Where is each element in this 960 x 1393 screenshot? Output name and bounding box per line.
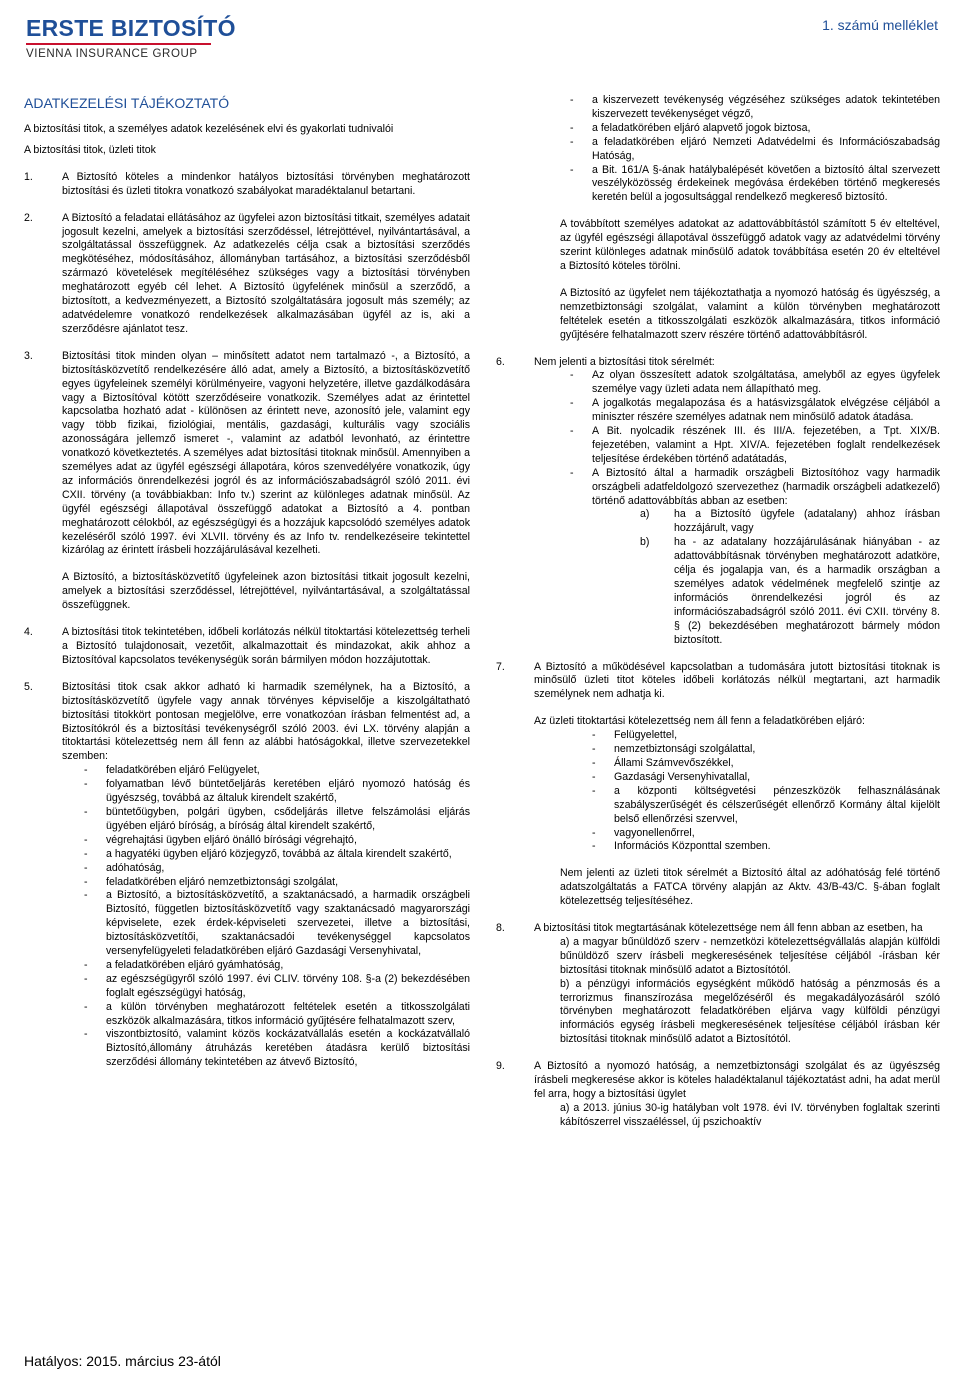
erste-logo <box>26 15 236 60</box>
page-title: ADATKEZELÉSI TÁJÉKOZTATÓ <box>24 95 230 111</box>
clause-5-list-continued <box>496 94 940 205</box>
list-item: - a Bit. 161/A §-ának hatálybalépését követően a biztosító által szervezett veszélyközösség érdekeinek megóvása érdekében történő megkeresés keretén belül a jogosultsággal rendelkező megkereső biztosító. <box>570 163 940 204</box>
list-item: - a feladatkörében eljáró alapvető jogok biztosa, <box>570 121 811 134</box>
clause-8-a: a) a magyar bűnüldöző szerv - nemzetközi kötelezettségvállalás alapján külföldi bűnüldöző szerv írásbeli megkeresésének teljesítése céljából -írásban kér biztosítási titoknak minősülő adatot a Biztosítótól. <box>560 935 940 976</box>
right-column <box>496 94 940 1130</box>
clause-3-extra: A Biztosító, a biztosításközvetítő ügyfeleinek azon biztosítási titkait jogosult kezelni, amelyek a biztosítási szerződéssel, létrejöttével, nyilvántartásával, a szolgáltatással összefüggnek. <box>62 571 470 612</box>
clause-9-text: A Biztosító a nyomozó hatóság, a nemzetbiztonsági szolgálat és az ügyészség írásbeli megkeresése akkor is köteles haladéktalanul tájékoztatást adni, ha adat merül fel arra, hogy a biztosítási ügylet <box>534 1060 940 1100</box>
list-item: - folyamatban lévő büntetőeljárás keretében eljáró nyomozó hatóság és ügyészség, továbbá az általuk kirendelt szakértő, <box>84 778 470 805</box>
list-item: - Információs Központtal szemben. <box>592 840 771 853</box>
clause-6-text: Nem jelenti a biztosítási titok sérelmét: <box>534 355 715 368</box>
list-item: - Gazdasági Versenyhivatallal, <box>592 770 751 783</box>
list-item: - a kiszervezett tevékenység végzéséhez szükséges adatok tekintetében kiszervezett tevékenységet végző, <box>570 94 940 120</box>
clause-7-head: Az üzleti titoktartási kötelezettség nem áll fenn a feladatkörében eljáró: <box>534 715 865 728</box>
clause-4-text: A biztosítási titok tekintetében, időbeli korlátozás nélkül titoktartási kötelezettség terheli a Biztosító tulajdonosait, vezetőit, alkalmazottait és mindazokat, akik ahhoz a Biztosítóval kapcsolatos tevékenységük során bármilyen módon hozzájutottak. <box>62 626 470 666</box>
list-item: - a központi költségvetési pénzeszközök felhasználásának szabályszerűségét és célszerűségét ellenőrző Kormány által kijelölt belső ellenőrzési szervvel, <box>592 784 940 825</box>
clause-5: 5. Biztosítási titok csak akkor adható ki harmadik személynek, ha a Biztosító, a biztosításközvetítő ügyfele vagy annak törvényes képviselője a kiszolgáltatható biztosítási titokkört pontosan megjelölve, erre vonatkozóan írásban felmentést ad, a Biztosítókról és a biztosítási tevékenységről szóló 2003. évi LX. törvény alapján a titoktartási kötelezettség nem áll fenn az alábbi hatóságokkal, illetve szervezetekkel szemben: <box>24 680 470 763</box>
clause-1: 1. A Biztosító köteles a mindenkor hatályos biztosítási törvényben meghatározott biztosítási és üzleti titokra vonatkozó szabályokat maradéktalanul betartani. <box>24 170 470 197</box>
left-column <box>24 94 470 1070</box>
list-item: - viszontbiztosító, valamint közös kockázatvállalás esetén a kockázatvállaló Biztosító,állomány átruházás keretében átadásra kerülő biztosítási szerződési állomány tekintetében az átvevő Biztosító, <box>84 1028 470 1069</box>
clause-2-text: A Biztosító a feladatai ellátásához az ügyfelei azon biztosítási titkait, személyes adatait jogosult kezelni, amelyek a biztosítási szerződéssel, létrejöttével, nyilvántartásával, a szolgáltatással összefüggnek. Az adatkezelés célja csak a biztosítási szerződés megkötéséhez, módosításához, állományban tartásához, a biztosítási szerződésből származó követelések megítéléséhez szükséges vagy a biztosítási törvényben meghatározott egyéb cél lehet. A Biztosító ügyfelének minősül a szerződő, a biztosított, a kedvezményezett, a Biztosító szolgáltatására jogosult más személy; az adatvédelemre vonatkozó rendelkezések alkalmazásában ügyfél az is, aki a szerződésre ajánlatot tesz. <box>62 211 470 335</box>
logo-divider <box>26 43 211 45</box>
list-item: a) ha a Biztosító ügyfele (adatalany) ahhoz írásban hozzájárult, vagy <box>640 508 940 535</box>
list-item: - A jogalkotás megalapozása és a hatásvizsgálatok elvégzése céljából a miniszter részére személyes adatnak nem minősülő adatok átadása. <box>570 397 940 424</box>
list-item: b) ha - az adatalany hozzájárulásának hiányában - az adattovábbításnak törvényben meghatározott adatköre, célja és jogalapja van, és a harmadik országban a személyes adatok védelmének megfelelő szintje az információs önrendelkezési jogról és az információszabadságról szóló 2011. évi CXII. törvény 8. § (2) bekezdésében meghatározott bármely módon biztosított. <box>640 536 940 646</box>
effective-date: Hatályos: 2015. március 23-ától <box>24 1353 221 1369</box>
list-item: - a feladatkörében eljáró Nemzeti Adatvédelmi és Információszabadság Hatóság, <box>570 135 940 162</box>
list-item: - A Biztosító által a harmadik országbeli Biztosítóhoz vagy harmadik országbeli adatfeldolgozó szervezethez (harmadik országbeli adatkezelő) történő adattovábbítás abban az esetben: <box>570 466 940 507</box>
list-item: - adóhatóság, <box>84 861 165 874</box>
annex-label: 1. számú melléklet <box>822 17 938 33</box>
deletion-paragraph: A továbbított személyes adatokat az adattovábbítástól számított 5 év elteltével, az ügyfél egészségi állapotával összefüggő adatok vagy az adatvédelmi törvény szerint különleges adatnak minősülő adatok továbbítása esetén 20 év elteltével a Biztosító köteles törölni. <box>560 218 940 272</box>
list-item: - az egészségügyről szóló 1997. évi CLIV. törvény 108. §-a (2) bekezdésében foglalt egészségügyi hatóság, <box>84 972 470 999</box>
list-item: - Az olyan összesített adatok szolgáltatása, amelyből az egyes ügyfelek személye vagy üzleti adata nem állapítható meg. <box>570 369 940 396</box>
clause-8-text: A biztosítási titok megtartásának kötelezettsége nem áll fenn abban az esetben, ha <box>534 922 923 935</box>
clause-9: 9. A Biztosító a nyomozó hatóság, a nemzetbiztonsági szolgálat és az ügyészség írásbeli megkeresése akkor is köteles haladéktalanul tájékoztatást adni, ha adat merül fel arra, hogy a biztosítási ügylet <box>496 1060 940 1100</box>
list-item: - Felügyelettel, <box>592 729 678 742</box>
clause-4: 4. A biztosítási titok tekintetében, időbeli korlátozás nélkül titoktartási kötelezettség terheli a Biztosító tulajdonosait, vezetőit, alkalmazottait és mindazokat, akik ahhoz a Biztosítóval kapcsolatos tevékenységük során bármilyen módon hozzájutottak. <box>24 626 470 666</box>
clause-7: 7. A Biztosító a működésével kapcsolatban a tudomására jutott biztosítási titoknak is minősülő üzleti titot köteles időbeli korlátozás nélkül megtartani, azt harmadik személynek nem adhatja ki. <box>496 660 940 701</box>
list-item: - feladatkörében eljáró Felügyelet, <box>84 764 260 777</box>
clause-2: 2. A Biztosító a feladatai ellátásához az ügyfelei azon biztosítási titkait, személyes adatait jogosult kezelni, amelyek a biztosítási szerződéssel, létrejöttével, nyilvántartásával, a szolgáltatással összefüggnek. Az adatkezelés célja csak a biztosítási szerződés megkötéséhez, módosításához, állományban tartásához, a biztosítási szerződésből származó követelések megítéléséhez szükséges vagy a biztosítási törvényben meghatározott egyéb cél lehet. A Biztosító ügyfelének minősül a szerződő, a biztosított, a kedvezményezett, a Biztosító szolgáltatására jogosult más személy; az adatvédelemre vonatkozó rendelkezések alkalmazásában ügyfél az is, aki a szerződésre ajánlatot tesz. <box>24 211 470 335</box>
clause-1-text: A Biztosító köteles a mindenkor hatályos biztosítási törvényben meghatározott biztosítási és üzleti titokra vonatkozó szabályokat maradéktalanul betartani. <box>62 170 470 197</box>
list-item: - a feladatkörében eljáró gyámhatóság, <box>84 958 284 971</box>
logo-wordmark: ERSTE BIZTOSÍTÓ <box>26 15 236 41</box>
list-item: - Állami Számvevőszékkel, <box>592 756 734 769</box>
doc-subtitle: A biztosítási titok, a személyes adatok kezelésének elvi és gyakorlati tudnivalói <box>24 123 394 135</box>
logo-subline: VIENNA INSURANCE GROUP <box>26 48 198 60</box>
clause-8: 8. A biztosítási titok megtartásának kötelezettsége nem áll fenn abban az esetben, ha <box>496 922 940 936</box>
clause-7-text: A Biztosító a működésével kapcsolatban a tudomására jutott biztosítási titoknak is minősülő üzleti titot köteles időbeli korlátozás nélkül megtartani, azt harmadik személynek nem adhatja ki. <box>534 660 940 701</box>
list-item: - feladatkörében eljáró nemzetbiztonsági szolgálat, <box>84 875 339 888</box>
clause-5-text: Biztosítási titok csak akkor adható ki harmadik személynek, ha a Biztosító, a biztosításközvetítő ügyfele vagy annak törvényes képviselője a kiszolgáltatható biztosítási titokkört pontosan megjelölve, erre vonatkozóan írásban felmentést ad, a Biztosítókról és a biztosítási tevékenységről szóló 2003. évi LX. törvény alapján a titoktartási kötelezettség nem áll fenn az alábbi hatóságokkal, illetve szervezetekkel szemben: <box>62 680 470 763</box>
list-item: - a külön törvényben meghatározott feltételek esetén a titkosszolgálati eszközök alkalmazására, titkos információ gyűjtésére felhatalmazott szerv, <box>84 1000 470 1027</box>
list-item: - A Bit. nyolcadik részének III. és III/A. fejezetében, a Tpt. XIX/B. fejezetében, valamint a Hpt. XIV/A. fejezetében foglalt rendelkezések teljesítése érdekében történő adatátadás, <box>570 425 940 465</box>
clause-6: 6. Nem jelenti a biztosítási titok sérelmét: <box>496 356 940 370</box>
list-item: - büntetőügyben, polgári ügyben, csődeljárás illetve felszámolási eljárás ügyében eljáró bíróság, a bíróság által kirendelt szakértő, <box>84 805 470 832</box>
clause-6-sublist <box>592 508 940 647</box>
list-item: - a Biztosító, a biztosításközvetítő, a szaktanácsadó, a harmadik országbeli Biztosító, független biztosításközvetítő vagy szaktanácsadó magyarországi képviselete, ezek érdek-képviseleti szervezetei, illetve a biztosítási, biztosításközvetítői, szaktanácsadói tevékenységgel kapcsolatos versenyfelügyeleti feladatkörében eljáró Gazdasági Versenyhivatal, <box>84 889 470 958</box>
clause-6-list <box>496 369 940 647</box>
clause-9-a: a) a 2013. június 30-ig hatályban volt 1978. évi IV. törvényben foglaltak szerinti kábítószerrel visszaéléssel, új pszichoaktív <box>560 1101 940 1128</box>
list-item: - vagyonellenőrrel, <box>592 826 695 839</box>
list-item: - a hagyatéki ügyben eljáró közjegyző, továbbá az általa kirendelt szakértő, <box>84 847 452 860</box>
clause-8-b: b) a pénzügyi információs egységként működő hatóság a pénzmosás és a terrorizmus finanszírozása megelőzéséről és megakadályozásáról szóló törvényben meghatározott feladatkörében eljárva vagy külföldi pénzügyi információs egység írásbeli megkeresésének teljesítése céljából írásban kér biztosítási titoknak minősülő adatot a Biztosítótól. <box>560 977 940 1046</box>
list-item: - nemzetbiztonsági szolgálattal, <box>592 743 756 756</box>
clause-3-text: Biztosítási titok minden olyan – minősített adatot nem tartalmazó -, a Biztosító, a biztosításközvetítő rendelkezésére álló adat, amely a Biztosító, a biztosításközvetítő egyes ügyfeleinek személyi körülményeire, vagyoni helyzetére, illetve gazdálkodására vagy a Biztosítóval kötött szerződéseire vonatkozik. Személyes adat az érintettel kapcsolatba hozható adat - különösen az érintett neve, azonosító jele, valamint egy vagy több fizikai, fiziológiai, mentális, gazdasági, kulturális vagy szociális azonosságára jellemző ismeret -, valamint az adatból levonható, az érintettre vonatkozó következtetés. A személyes adat biztosítási titoknak minősül. Amennyiben a személyes adat az ügyfél egészségi állapotára, kóros szenvedélyére vonatkozik, úgy az információs önrendelkezési jogról és az információszabadságról szóló 2011. évi CXII. törvény (a továbbiakban: Info tv.) szerint az különleges adatnak minősül. Az ügyfél egészségi állapotával összefüggő adatokat a Biztosító a 4. pontban meghatározott célokból, az egészségügyi és a hozzájuk kapcsolódó személyes adatok kezeléséről szóló 1997. évi XLVII. törvény és az Info tv. rendelkezéseire tekintettel kizárólag az érintett írásbeli hozzájárulásával kezelheti. <box>62 349 470 557</box>
list-item: - végrehajtási ügyben eljáró önálló bírósági végrehajtó, <box>84 833 357 846</box>
clause-3: 3. Biztosítási titok minden olyan – minősített adatot nem tartalmazó -, a Biztosító, a biztosításközvetítő rendelkezésére álló adat, amely a Biztosító, a biztosításközvetítő egyes ügyfeleinek személyi körülményeire, vagyoni helyzetére, illetve gazdálkodására vagy a Biztosítóval kötött szerződéseire vonatkozik. Személyes adat az érintettel kapcsolatba hozható adat - különösen az érintett neve, azonosító jele, valamint egy vagy több fizikai, fiziológiai, mentális, gazdasági, kulturális vagy szociális azonosságára jellemző ismeret -, valamint az adatból levonható, az érintettre vonatkozó következtetés. A személyes adat biztosítási titoknak minősül. Amennyiben a személyes adat az ügyfél egészségi állapotára, kóros szenvedélyére vonatkozik, úgy az információs önrendelkezési jogról és az információszabadságról szóló 2011. évi CXII. törvény (a továbbiakban: Info tv.) szerint az különleges adatnak minősül. Az ügyfél egészségi állapotával összefüggő adatokat a Biztosító a 4. pontban meghatározott célokból, az egészségügyi és a hozzájuk kapcsolódó személyes adatok kezeléséről szóló 1997. évi XLVII. törvény és az Info tv. rendelkezéseire tekintettel kizárólag az érintett írásbeli hozzájárulásával kezelheti. <box>24 349 470 557</box>
clause-7-fatca: Nem jelenti az üzleti titok sérelmét a Biztosító által az adóhatóság felé történő adatszolgáltatás a FATCA törvény alapján az Aktv. 43/B-43/C. §-ában foglalt kötelezettség teljesítéséhez. <box>560 867 940 908</box>
clause-7-list <box>496 729 940 854</box>
clause-5-list <box>24 764 470 1070</box>
no-notice-paragraph: A Biztosító az ügyfelet nem tájékoztathatja a nyomozó hatóság és ügyészség, a nemzetbiztonsági szolgálat, valamint a külön törvényben meghatározott feltételek esetén a titkosszolgálati eszközök alkalmazására, titkos információ gyűjtésére felhatalmazott szerv részére történő adattovábbításról. <box>560 286 940 341</box>
section-heading: A biztosítási titok, üzleti titok <box>24 143 156 156</box>
